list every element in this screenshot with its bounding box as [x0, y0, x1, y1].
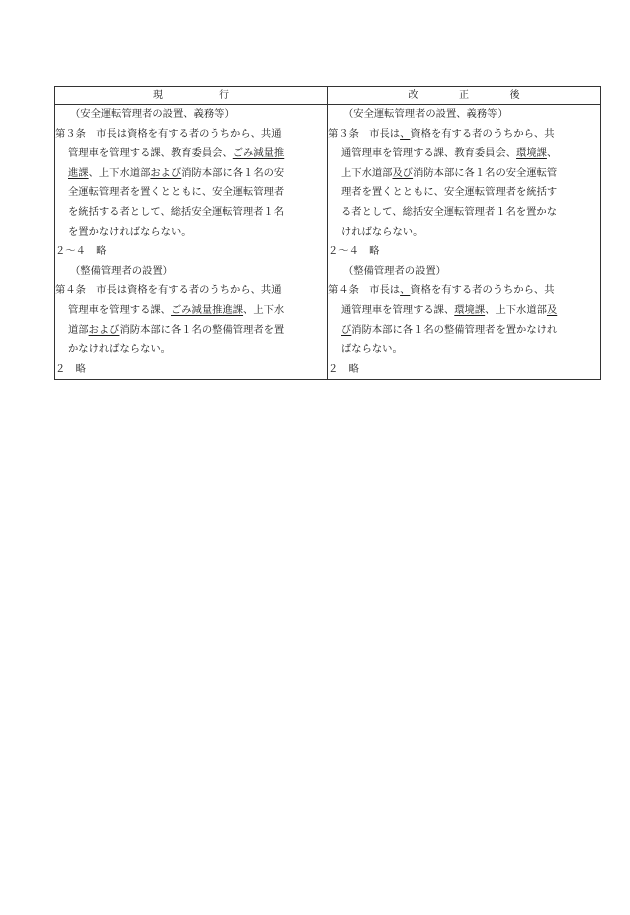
underlined-text: および — [150, 166, 182, 179]
article4-line: 管理車を管理する課、ごみ減量推進課、上下水 — [68, 303, 285, 316]
header-current — [55, 87, 328, 105]
article4-caption: （整備管理者の設置） — [343, 264, 446, 277]
article4-line: 第４条 市長は、資格を有する者のうちから、共 — [328, 284, 555, 297]
article3-line: を統括する者として、総括安全運転管理者１名 — [68, 205, 285, 218]
header-current-char: 行 — [219, 90, 229, 101]
article3-line: 全運転管理者を置くとともに、安全運転管理者 — [68, 186, 285, 199]
article3-line: 進課、上下水道部および消防本部に各１名の安 — [68, 166, 285, 179]
article3-line: 上下水道部及び消防本部に各１名の安全運転管 — [341, 166, 558, 179]
current-text-cell — [55, 105, 328, 380]
article3-caption: （安全運転管理者の設置、義務等） — [70, 108, 235, 120]
article4-line: かなければならない。 — [68, 343, 171, 356]
underlined-text: 及 — [546, 303, 558, 316]
article4-paragraph2: ２ 略 — [55, 362, 86, 375]
article4-line: 道部および消防本部に各１名の整備管理者を置 — [68, 323, 285, 336]
article3-line: 通管理車を管理する課、教育委員会、環境課、 — [341, 147, 558, 160]
underlined-text: 環境課 — [516, 147, 547, 160]
article4-caption: （整備管理者の設置） — [70, 264, 173, 277]
revised-text-cell — [328, 105, 601, 380]
underlined-text: 進課 — [68, 166, 89, 179]
comparison-table — [54, 86, 601, 380]
underlined-text: 、 — [400, 284, 411, 297]
header-current-char: 現 — [153, 90, 163, 101]
article4-line: び消防本部に各１名の整備管理者を置かなけれ — [341, 323, 558, 336]
article3-line: 管理車を管理する課、教育委員会、ごみ減量推 — [68, 147, 285, 160]
article4-line: 通管理車を管理する課、環境課、上下水道部及 — [341, 303, 558, 316]
article3-paragraph2: ２～４ 略 — [328, 245, 380, 258]
article3-line: る者として、総括安全運転管理者１名を置かな — [341, 205, 558, 218]
underlined-text: ごみ減量推 — [232, 147, 285, 160]
underlined-text: および — [88, 323, 120, 336]
article3-line: 第３条 市長は、資格を有する者のうちから、共 — [328, 127, 555, 140]
underlined-text: ごみ減量推進課 — [170, 303, 244, 316]
article3-paragraph2: ２～４ 略 — [55, 245, 107, 258]
header-revised-char: 改 — [408, 90, 419, 101]
header-row — [55, 87, 601, 105]
underlined-text: 、 — [400, 127, 411, 140]
article4-paragraph2: ２ 略 — [328, 362, 359, 375]
header-revised-char: 正 — [458, 90, 469, 101]
article4-line: 第４条 市長は資格を有する者のうちから、共通 — [55, 284, 282, 297]
article3-line: を置かなければならない。 — [68, 225, 192, 238]
underlined-text: 環境課 — [454, 303, 486, 316]
article4-line: ばならない。 — [341, 343, 403, 356]
underlined-text: び — [341, 323, 352, 336]
body-row — [55, 105, 601, 380]
article3-caption: （安全運転管理者の設置、義務等） — [343, 108, 508, 120]
article3-line: 第３条 市長は資格を有する者のうちから、共通 — [55, 127, 282, 140]
article3-line: ければならない。 — [341, 225, 424, 238]
header-revised — [328, 87, 601, 105]
underlined-text: 及び — [392, 166, 414, 179]
header-revised-char: 後 — [509, 90, 520, 101]
article3-line: 理者を置くとともに、安全運転管理者を統括す — [341, 186, 558, 199]
